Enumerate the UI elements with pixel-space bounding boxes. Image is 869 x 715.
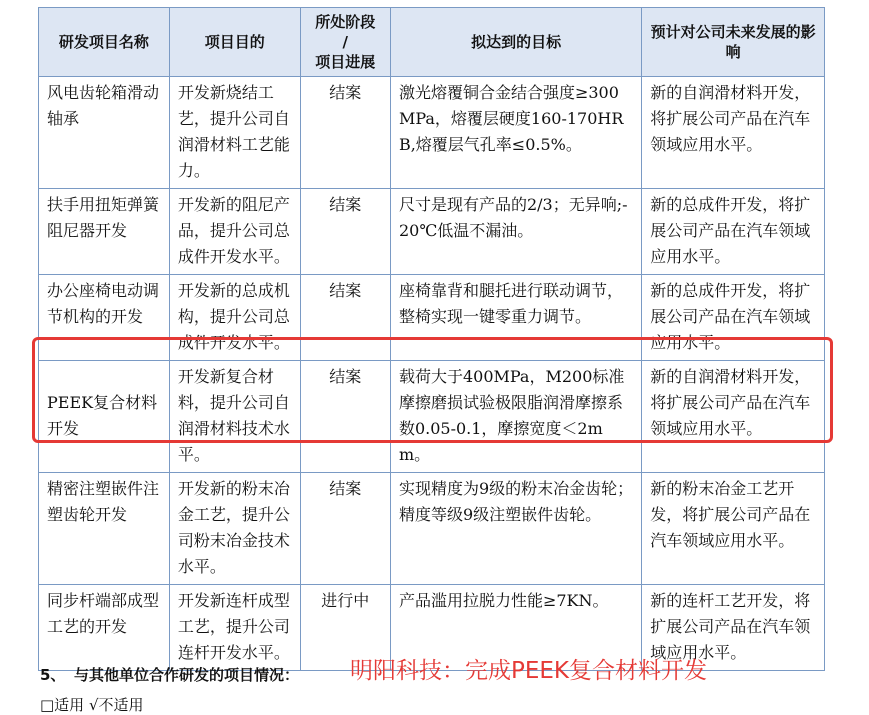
cell-project-stage: 结案 — [300, 473, 390, 585]
table-row — [39, 189, 825, 275]
section-number: 5、 — [40, 666, 66, 684]
cell-project-name: 精密注塑嵌件注塑齿轮开发 — [39, 473, 170, 585]
header-project-purpose: 项目目的 — [169, 8, 300, 77]
cell-project-impact: 新的自润滑材料开发，将扩展公司产品在汽车领域应用水平。 — [642, 361, 825, 473]
cell-project-stage: 结案 — [300, 361, 390, 473]
cell-project-impact: 新的总成件开发，将扩展公司产品在汽车领域应用水平。 — [642, 275, 825, 361]
header-stage-line1: 所处阶段 — [315, 13, 376, 31]
cell-project-name: 扶手用扭矩弹簧阻尼器开发 — [39, 189, 170, 275]
cell-project-stage: 结案 — [300, 77, 390, 189]
cell-project-purpose: 开发新烧结工艺，提升公司自润滑材料工艺能力。 — [169, 77, 300, 189]
table-header-row — [39, 8, 825, 77]
table-row — [39, 473, 825, 585]
cell-project-impact: 新的总成件开发，将扩展公司产品在汽车领域应用水平。 — [642, 189, 825, 275]
section-title: 与其他单位合作研发的项目情况： — [74, 666, 300, 684]
rd-projects-table — [38, 7, 825, 671]
section-heading — [40, 664, 299, 685]
cell-project-goal: 激光熔覆铜合金结合强度≥300MPa，熔覆层硬度160-170HRB,熔覆层气孔率≤0.5%。 — [390, 77, 641, 189]
cell-project-stage: 结案 — [300, 275, 390, 361]
cell-project-goal: 座椅靠背和腿托进行联动调节，整椅实现一键零重力调节。 — [390, 275, 641, 361]
cell-project-purpose: 开发新的阻尼产品，提升公司总成件开发水平。 — [169, 189, 300, 275]
cell-project-impact: 新的粉末冶金工艺开发，将扩展公司产品在汽车领域应用水平。 — [642, 473, 825, 585]
cell-project-stage: 结案 — [300, 189, 390, 275]
header-project-impact: 预计对公司未来发展的影响 — [642, 8, 825, 77]
applicability-line: □适用 √不适用 — [40, 696, 144, 714]
cell-project-name: 风电齿轮箱滑动轴承 — [39, 77, 170, 189]
cell-project-purpose: 开发新连杆成型工艺，提升公司连杆开发水平。 — [169, 585, 300, 671]
table-row — [39, 275, 825, 361]
header-stage-line3: 项目进展 — [315, 53, 376, 71]
cell-project-stage: 进行中 — [300, 585, 390, 671]
cell-project-purpose: 开发新的总成机构，提升公司总成件开发水平。 — [169, 275, 300, 361]
cell-project-goal: 实现精度为9级的粉末冶金齿轮；精度等级9级注塑嵌件齿轮。 — [390, 473, 641, 585]
cell-project-name: 办公座椅电动调节机构的开发 — [39, 275, 170, 361]
cell-project-purpose: 开发新的粉末冶金工艺，提升公司粉末冶金技术水平。 — [169, 473, 300, 585]
header-stage-line2: / — [342, 33, 349, 51]
table-row — [39, 77, 825, 189]
cell-project-purpose: 开发新复合材料，提升公司自润滑材料技术水平。 — [169, 361, 300, 473]
red-annotation: 明阳科技：完成PEEK复合材料开发 — [350, 658, 708, 684]
cell-project-name: PEEK复合材料开发 — [39, 361, 170, 473]
cell-project-impact: 新的自润滑材料开发，将扩展公司产品在汽车领域应用水平。 — [642, 77, 825, 189]
cell-project-goal: 尺寸是现有产品的2/3；无异响;-20℃低温不漏油。 — [390, 189, 641, 275]
cell-project-name: 同步杆端部成型工艺的开发 — [39, 585, 170, 671]
cell-project-goal: 载荷大于400MPa，M200标准摩擦磨损试验极限脂润滑摩擦系数0.05-0.1，摩擦宽度＜2mm。 — [390, 361, 641, 473]
header-project-name: 研发项目名称 — [39, 8, 170, 77]
table-row-highlighted — [39, 361, 825, 473]
header-project-goal: 拟达到的目标 — [390, 8, 641, 77]
cell-project-impact: 新的连杆工艺开发，将扩展公司产品在汽车领域应用水平。 — [642, 585, 825, 671]
header-project-stage — [300, 8, 390, 77]
cell-project-goal: 产品滥用拉脱力性能≥7KN。 — [390, 585, 641, 671]
